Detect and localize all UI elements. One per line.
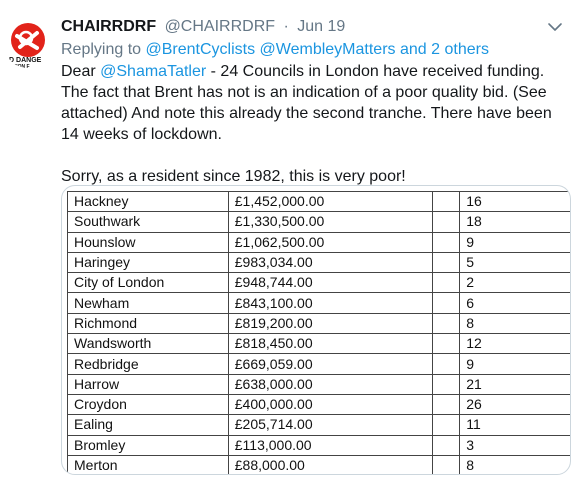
council-cell: Richmond xyxy=(68,313,229,333)
spacer-cell xyxy=(432,415,460,435)
spacer-cell xyxy=(432,232,460,252)
spacer-cell xyxy=(432,212,460,232)
spacer-cell xyxy=(432,374,460,394)
amount-cell: £983,034.00 xyxy=(228,252,432,272)
count-cell: 8 xyxy=(460,313,570,333)
replying-prefix: Replying to xyxy=(61,41,142,58)
council-cell: Redbridge xyxy=(68,354,229,374)
separator-dot: · xyxy=(283,18,289,35)
council-cell: Merton xyxy=(68,455,229,475)
spacer-cell xyxy=(432,354,460,374)
avatar-text: AD DANGE xyxy=(4,57,42,64)
table-row xyxy=(68,455,571,475)
funding-table xyxy=(67,191,570,475)
table-row xyxy=(68,232,571,252)
mention-shamatatler[interactable]: @ShamaTatler xyxy=(100,63,207,80)
council-cell: Newham xyxy=(68,293,229,313)
table-row xyxy=(68,435,571,455)
table-row xyxy=(68,394,571,414)
amount-cell: £843,100.00 xyxy=(228,293,432,313)
count-cell: 12 xyxy=(460,334,570,354)
count-cell: 11 xyxy=(460,415,570,435)
body-text-1: - 24 Councils in London have received funding. The fact that Brent has not is an indication of a poor quality bid. (See attached) And note this already the second tranche. There have been 14 weeks of lockdown. xyxy=(61,63,552,143)
amount-cell: £1,062,500.00 xyxy=(228,232,432,252)
tweet-header xyxy=(61,16,345,38)
spacer-cell xyxy=(432,435,460,455)
avatar-logo-icon xyxy=(4,20,52,68)
amount-cell: £638,000.00 xyxy=(228,374,432,394)
count-cell: 8 xyxy=(460,455,570,475)
table-row xyxy=(68,415,571,435)
spacer-cell xyxy=(432,273,460,293)
count-cell: 21 xyxy=(460,374,570,394)
timestamp[interactable]: Jun 19 xyxy=(297,18,346,35)
amount-cell: £819,200.00 xyxy=(228,313,432,333)
spacer-cell xyxy=(432,252,460,272)
chevron-down-icon[interactable] xyxy=(546,18,564,36)
table-row xyxy=(68,293,571,313)
greeting: Dear xyxy=(61,63,96,80)
reply-mention-brentcyclists[interactable]: @BrentCyclists xyxy=(145,41,256,58)
attached-image[interactable] xyxy=(61,185,571,475)
amount-cell: £1,330,500.00 xyxy=(228,212,432,232)
display-name[interactable]: CHAIRRDRF xyxy=(61,18,157,35)
council-cell: Ealing xyxy=(68,415,229,435)
avatar[interactable] xyxy=(4,20,52,68)
count-cell: 6 xyxy=(460,293,570,313)
table-row xyxy=(68,354,571,374)
count-cell: 26 xyxy=(460,394,570,414)
spacer-cell xyxy=(432,455,460,475)
amount-cell: £818,450.00 xyxy=(228,334,432,354)
spacer-cell xyxy=(432,313,460,333)
table-row xyxy=(68,334,571,354)
tweet-paragraph-1 xyxy=(61,61,571,145)
table-row xyxy=(68,212,571,232)
council-cell: Hounslow xyxy=(68,232,229,252)
spacer-cell xyxy=(432,334,460,354)
avatar-text-2: ACTION F xyxy=(6,64,30,68)
council-cell: Haringey xyxy=(68,252,229,272)
replying-to xyxy=(61,39,489,61)
amount-cell: £205,714.00 xyxy=(228,415,432,435)
amount-cell: £1,452,000.00 xyxy=(228,192,432,212)
table-row xyxy=(68,192,571,212)
reply-mention-wembleymatters[interactable]: @WembleyMatters xyxy=(259,41,396,58)
council-cell: City of London xyxy=(68,273,229,293)
amount-cell: £669,059.00 xyxy=(228,354,432,374)
amount-cell: £948,744.00 xyxy=(228,273,432,293)
tweet-body xyxy=(61,61,571,187)
table-row xyxy=(68,252,571,272)
council-cell: Wandsworth xyxy=(68,334,229,354)
amount-cell: £113,000.00 xyxy=(228,435,432,455)
spacer-cell xyxy=(432,192,460,212)
count-cell: 2 xyxy=(460,273,570,293)
user-handle[interactable]: @CHAIRRDRF xyxy=(164,18,276,35)
count-cell: 16 xyxy=(460,192,570,212)
spacer-cell xyxy=(432,293,460,313)
table-row xyxy=(68,273,571,293)
reply-others-link[interactable]: and 2 others xyxy=(399,41,489,58)
count-cell: 9 xyxy=(460,354,570,374)
council-cell: Bromley xyxy=(68,435,229,455)
table-row xyxy=(68,374,571,394)
count-cell: 5 xyxy=(460,252,570,272)
tweet-paragraph-2: Sorry, as a resident since 1982, this is very poor! xyxy=(61,168,406,185)
council-cell: Southwark xyxy=(68,212,229,232)
count-cell: 18 xyxy=(460,212,570,232)
count-cell: 3 xyxy=(460,435,570,455)
amount-cell: £400,000.00 xyxy=(228,394,432,414)
count-cell: 9 xyxy=(460,232,570,252)
table-row xyxy=(68,313,571,333)
council-cell: Croydon xyxy=(68,394,229,414)
spacer-cell xyxy=(432,394,460,414)
council-cell: Harrow xyxy=(68,374,229,394)
amount-cell: £88,000.00 xyxy=(228,455,432,475)
council-cell: Hackney xyxy=(68,192,229,212)
